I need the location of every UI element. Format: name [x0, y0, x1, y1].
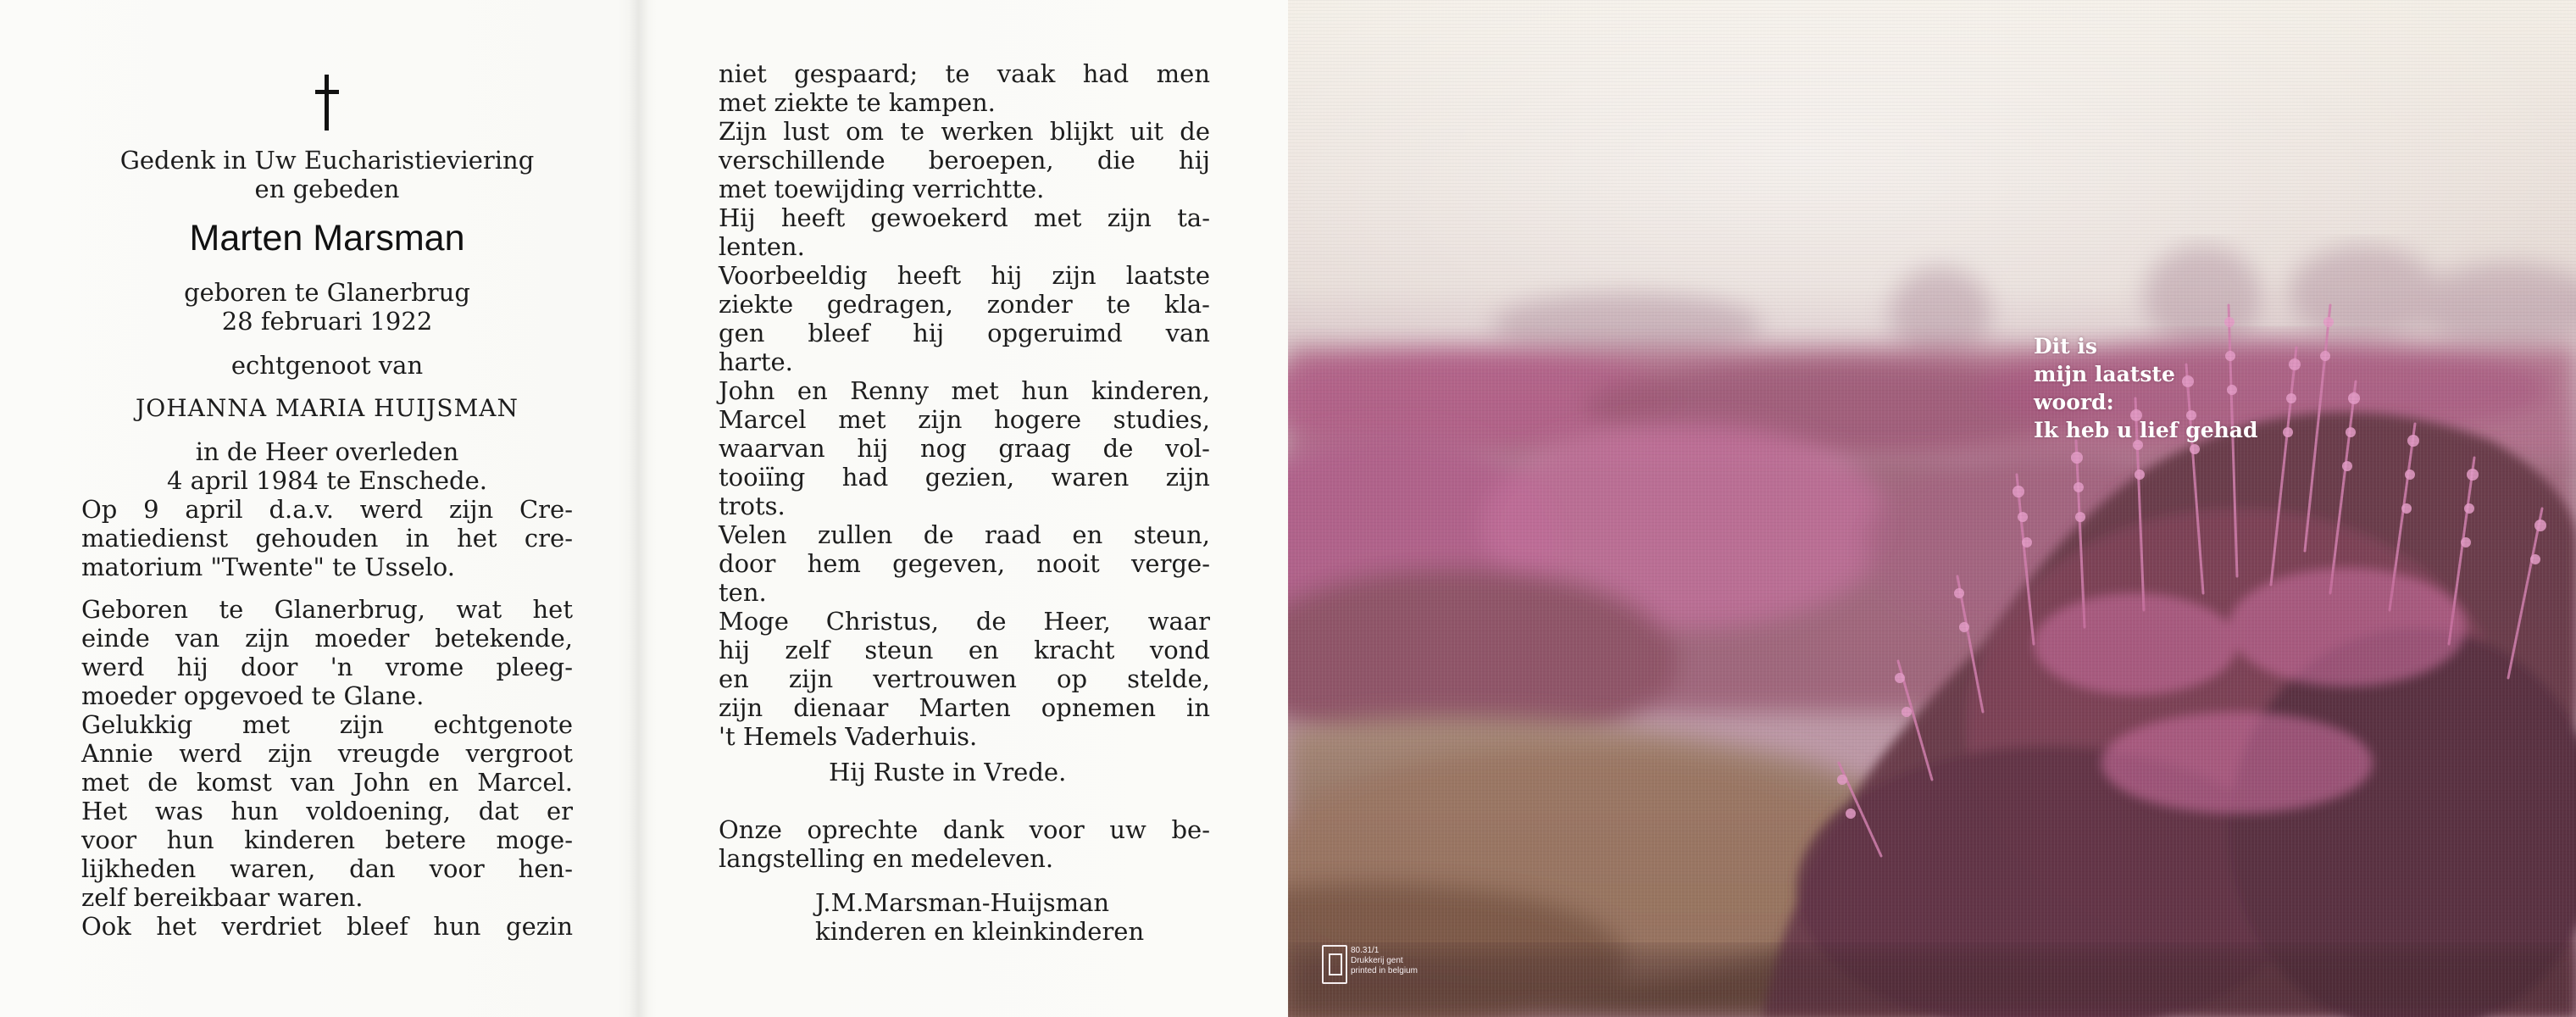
death-info: in de Heer overleden 4 april 1984 te Enschede. — [167, 437, 487, 495]
deceased-name: Marten Marsman — [189, 218, 465, 258]
tribute-paragraph: niet gespaard; te vaak had men met ziekte te kampen. Zijn lust om te werken blijkt uit de verschillende beroepen, die hij met toewijding verrichtte. Hij heeft gewoekerd met zijn ta- lenten. Voorbeeldig heeft hij zijn laatste ziekte gedragen, zonder te kla- gen bleef hij opgeruimd van harte. John en Renny met hun kinderen, Marcel met zijn hogere studies, waarvan hij nog graag de vol- tooiïng had gezien, waren zijn trots. Velen zullen de raad en steun, door hem gegeven, nooit verge- ten. Moge Christus, de Heer, waar hij zelf steun en kracht vond en zijn vertrouwen op stelde, zijn dienaar Marten opnemen in 't Hemels Vaderhuis. — [719, 59, 1210, 751]
heather-landscape-photo — [1288, 0, 2576, 1017]
spouse-name: JOHANNA MARIA HUIJSMAN — [136, 394, 519, 422]
intro-text: Gedenk in Uw Eucharistieviering en gebeden — [119, 146, 535, 203]
publisher-logo-icon — [1322, 945, 1347, 984]
cremation-paragraph: Op 9 april d.a.v. werd zijn Cre- matiedienst gehouden in het cre- matorium "Twente" te Usselo. — [81, 495, 573, 581]
rest-in-peace: Hij Ruste in Vrede. — [829, 758, 1067, 786]
publisher-imprint: 80.31/1 Drukkerij gent printed in belgium — [1351, 946, 1418, 975]
cross-icon — [310, 75, 344, 134]
photo-panel — [1288, 0, 2576, 1017]
life-paragraph: Geboren te Glanerbrug, wat het einde van zijn moeder betekende, werd hij door 'n vrome pleeg- moeder opgevoed te Glane. Gelukkig met zijn echtgenote Annie werd zijn vreugde vergroot met de komst van John en Marcel. Het was hun voldoening, dat er voor hun kinderen betere moge- lijkheden waren, dan voor hen- zelf bereikbaar waren. Ook het verdriet bleef hun gezin — [81, 595, 573, 941]
signature: J.M.Marsman-Huijsman kinderen en kleinkinderen — [815, 888, 1145, 946]
thanks-paragraph: Onze oprechte dank voor uw be- langstelling en medeleven. — [719, 815, 1210, 873]
spouse-intro: echtgenoot van — [230, 351, 424, 380]
birth-info: geboren te Glanerbrug 28 februari 1922 — [184, 278, 470, 336]
verse-text: Dit is mijn laatste woord: Ik heb u lief gehad — [2034, 334, 2258, 442]
